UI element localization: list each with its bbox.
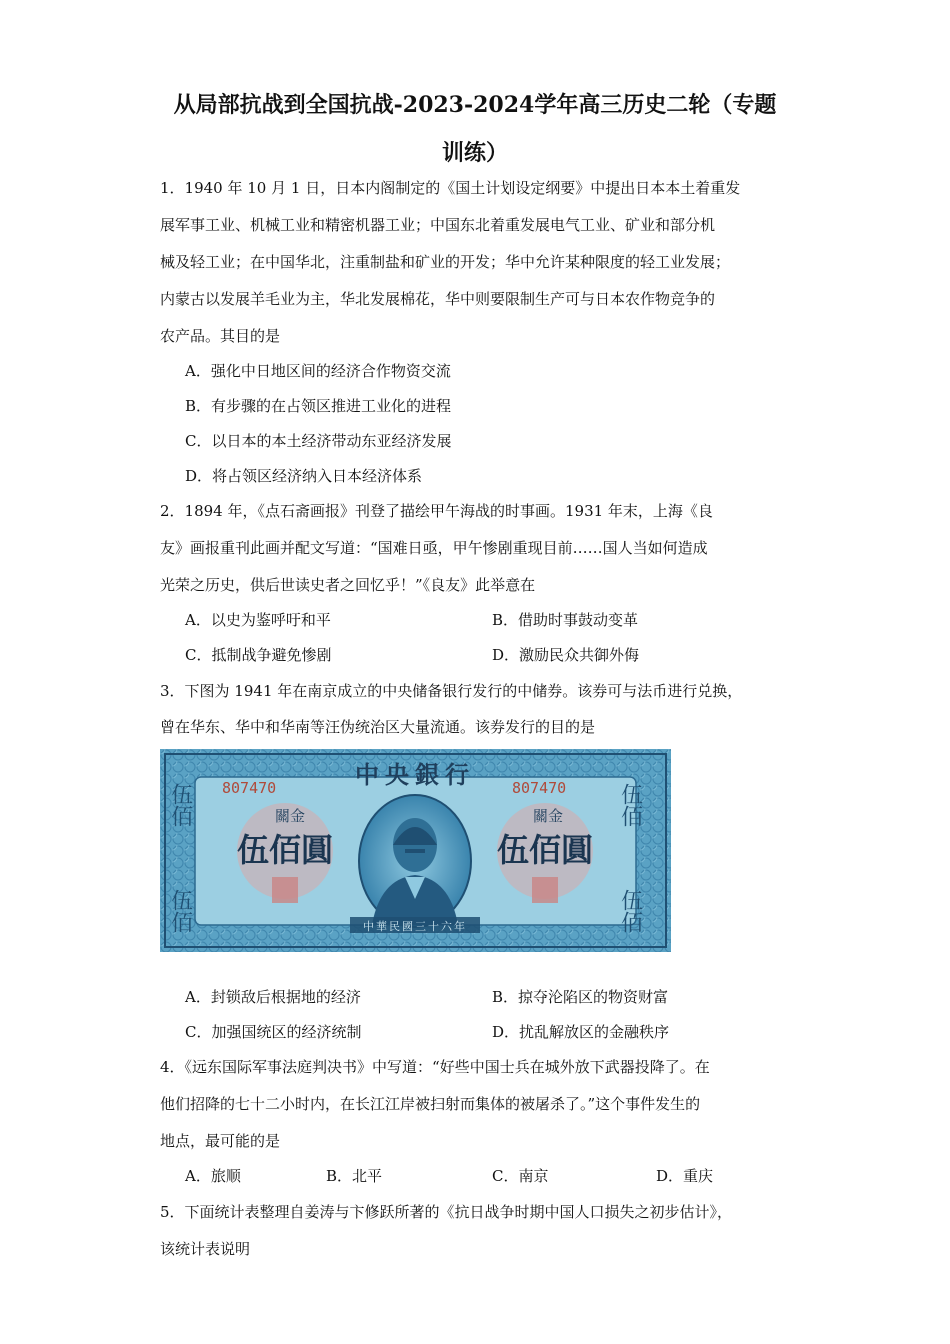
banknote-corner-bl: 伍佰	[167, 889, 193, 933]
q3-option-b[interactable]: B．掠夺沦陷区的物资财富	[492, 988, 669, 1006]
banknote-corner-tr: 伍佰	[617, 783, 643, 827]
q2-text-line: 友》画报重刊此画并配文写道：“国难日亟，甲午惨剧重现目前……国人当如何造成	[160, 539, 708, 557]
banknote-illustration	[160, 749, 671, 952]
q3-option-a[interactable]: A．封锁敌后根据地的经济	[185, 988, 361, 1006]
document-title-line1: 从局部抗战到全国抗战-2023-2024学年高三历史二轮（专题	[173, 92, 777, 118]
banknote-value-left: 伍佰圓	[236, 831, 334, 869]
q4-text-line: 他们招降的七十二小时内，在长江江岸被扫射而集体的被屠杀了。”这个事件发生的	[160, 1095, 701, 1113]
q3-text-line: 曾在华东、华中和华南等汪伪统治区大量流通。该券发行的目的是	[160, 718, 596, 736]
q4-option-d[interactable]: D．重庆	[656, 1167, 714, 1185]
q4-text-line: 4．《远东国际军事法庭判决书》中写道：“好些中国士兵在城外放下武器投降了。在	[160, 1058, 710, 1076]
q2-option-c[interactable]: C．抵制战争避免惨剧	[185, 646, 332, 664]
q5-text-line: 该统计表说明	[160, 1240, 251, 1258]
q1-option-a[interactable]: A．强化中日地区间的经济合作物资交流	[185, 362, 451, 380]
banknote-value-right: 伍佰圓	[496, 831, 594, 869]
banknote-corner-tl: 伍佰	[167, 783, 193, 827]
q2-option-d[interactable]: D．激励民众共御外侮	[492, 646, 640, 664]
q2-option-a[interactable]: A．以史为鉴呼吁和平	[185, 611, 331, 629]
banknote-serial-left: 807470	[222, 779, 277, 797]
q1-option-c[interactable]: C．以日本的本土经济带动东亚经济发展	[185, 432, 452, 450]
banknote-seal-left	[272, 877, 298, 903]
banknote-bank-name: 中央銀行	[355, 760, 475, 789]
q3-option-d[interactable]: D．扰乱解放区的金融秩序	[492, 1023, 670, 1041]
document-title-line2: 训练）	[441, 140, 508, 166]
q4-option-b[interactable]: B．北平	[326, 1167, 383, 1185]
q2-text-line: 2．1894 年，《点石斋画报》刊登了描绘甲午海战的时事画。1931 年末，上海《良	[160, 502, 713, 520]
q2-option-b[interactable]: B．借助时事鼓动变革	[492, 611, 639, 629]
q5-text-line: 5．下面统计表整理自姜涛与卞修跃所著的《抗日战争时期中国人口损失之初步估计》，	[160, 1203, 733, 1221]
q1-text-line: 内蒙古以发展羊毛业为主，华北发展棉花，华中则要限制生产可与日本农作物竞争的	[160, 290, 716, 308]
q1-text-line: 展军事工业、机械工业和精密机器工业；中国东北着重发展电气工业、矿业和部分机	[160, 216, 716, 234]
banknote-gold-unit-left: 關金	[274, 807, 306, 825]
q1-text-line: 械及轻工业；在中国华北，注重制盐和矿业的开发；华中允许某种限度的轻工业发展；	[160, 253, 731, 271]
q1-text-line: 农产品。其目的是	[160, 327, 281, 345]
banknote-gold-unit-right: 關金	[532, 807, 564, 825]
q3-option-c[interactable]: C．加强国统区的经济统制	[185, 1023, 362, 1041]
q4-option-c[interactable]: C．南京	[492, 1167, 549, 1185]
banknote-corner-br: 伍佰	[617, 889, 643, 933]
q2-text-line: 光荣之历史，供后世读史者之回忆乎！”《良友》此举意在	[160, 576, 536, 594]
q4-text-line: 地点，最可能的是	[160, 1132, 281, 1150]
q1-option-b[interactable]: B．有步骤的在占领区推进工业化的进程	[185, 397, 452, 415]
q4-option-a[interactable]: A．旅顺	[185, 1167, 241, 1185]
banknote-image	[160, 749, 671, 952]
banknote-bottom-text: 中華民國三十六年	[363, 920, 467, 933]
banknote-seal-right	[532, 877, 558, 903]
q3-text-line: 3．下图为 1941 年在南京成立的中央储备银行发行的中储券。该券可与法币进行兑换，	[160, 682, 743, 700]
banknote-serial-right: 807470	[512, 779, 567, 797]
q1-option-d[interactable]: D．将占领区经济纳入日本经济体系	[185, 467, 423, 485]
q1-text-line: 1．1940 年 10 月 1 日，日本内阁制定的《国土计划设定纲要》中提出日本本土着重发	[160, 179, 741, 197]
